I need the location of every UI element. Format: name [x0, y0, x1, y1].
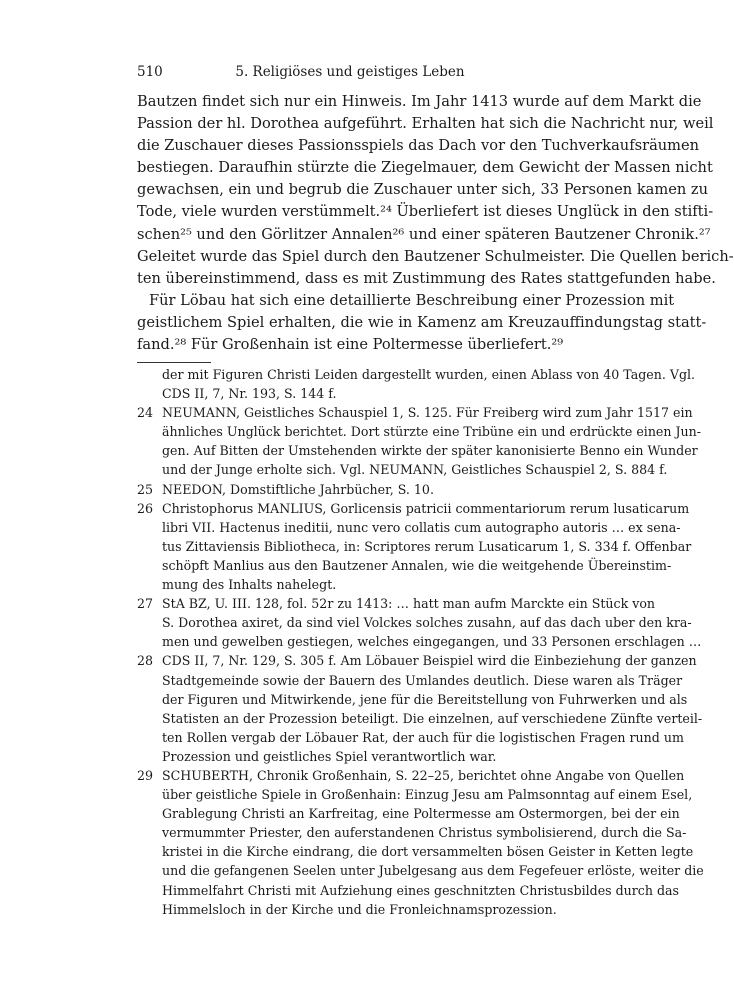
text-line: Bautzen findet sich nur ein Hinweis. Im Jahr 1413 wurde auf dem Markt die [137, 93, 702, 110]
footnote-line: NEEDON, Domstiftliche Jahrbücher, S. 10. [162, 481, 434, 497]
footnote-line: Statisten an der Prozession beteiligt. Die einzelnen, auf verschiedene Zünfte verteil- [162, 710, 703, 726]
text-line: Geleitet wurde das Spiel durch den Bautzener Schulmeister. Die Quellen berich- [137, 247, 734, 265]
page-number: 510 [137, 64, 163, 80]
footnote-number: 27 [137, 596, 154, 612]
text-line: Tode, viele wurden verstümmelt.²⁴ Überliefert ist dieses Unglück in den stifti- [137, 203, 714, 221]
footnote-number: 24 [137, 405, 154, 421]
footnote-line: der mit Figuren Christi Leiden dargestellt wurden, einen Ablass von 40 Tagen. Vgl. [162, 367, 696, 382]
footnote-line: StA BZ, U. III. 128, fol. 52r zu 1413: … hatt man aufm Marckte ein Stück von [162, 596, 656, 612]
text-line: schen²⁵ und den Görlitzer Annalen²⁶ und einer späteren Bautzener Chronik.²⁷ [137, 225, 711, 243]
footnote-line: der Figuren und Mitwirkende, jene für die Bereitstellung von Fuhrwerken und als [162, 691, 688, 707]
running-head: 5. Religiöses und geistiges Leben [235, 64, 465, 80]
footnote-line: men und gewelben gestiegen, welches eingegangen, und 33 Personen erschlagen … [162, 634, 702, 650]
footnote-number: 28 [137, 653, 154, 669]
footnote-line: libri VII. Hactenus ineditii, nunc vero collatis cum autographo autoris … ex sena- [162, 519, 681, 535]
footnote-continuation [137, 365, 696, 403]
footnote-line: mung des Inhalts nahelegt. [162, 577, 337, 593]
footnote-line: NEUMANN, Geistliches Schauspiel 1, S. 125. Für Freiberg wird zum Jahr 1517 ein [162, 405, 693, 421]
text-line: ten übereinstimmend, dass es mit Zustimmung des Rates stattgefunden habe. [137, 269, 716, 287]
footnote-27 [137, 594, 702, 651]
footnotes [137, 365, 704, 919]
text-line: fand.²⁸ Für Großenhain ist eine Poltermesse überliefert.²⁹ [137, 336, 564, 354]
footnote-line: CDS II, 7, Nr. 193, S. 144 f. [162, 386, 337, 402]
footnote-line: vermummter Priester, den auferstandenen Christus symbolisierend, durch die Sa- [162, 825, 687, 841]
footnote-number: 25 [137, 481, 154, 497]
footnote-29 [137, 766, 704, 919]
footnote-line: Himmelfahrt Christi mit Aufziehung eines geschnitzten Christusbildes durch das [162, 882, 680, 898]
footnote-number: 29 [137, 767, 154, 783]
text-line: Passion der hl. Dorothea aufgeführt. Erhalten hat sich die Nachricht nur, weil [137, 115, 714, 133]
footnote-line: Himmelsloch in der Kirche und die Fronleichnamsprozession. [162, 901, 557, 917]
footnote-line: Stadtgemeinde sowie der Bauern des Umlandes deutlich. Diese waren als Träger [162, 672, 683, 688]
footnote-28 [137, 651, 703, 766]
footnote-line: tus Zittaviensis Bibliotheca, in: Scriptores rerum Lusaticarum 1, S. 334 f. Offenbar [162, 538, 692, 554]
footnote-26 [137, 499, 692, 594]
text-line: bestiegen. Daraufhin stürzte die Ziegelmauer, dem Gewicht der Massen nicht [137, 159, 713, 177]
text-line: geistlichem Spiel erhalten, die wie in Kamenz am Kreuzauffindungstag statt- [137, 313, 707, 331]
text-line: Für Löbau hat sich eine detaillierte Beschreibung einer Prozession mit [149, 291, 675, 309]
footnote-line: Grablegung Christi an Karfreitag, eine Poltermesse am Ostermorgen, bei der ein [162, 806, 680, 822]
footnote-line: gen. Auf Bitten der Umstehenden wirkte der später kanonisierte Benno ein Wunder [162, 443, 698, 459]
footnote-line: und der Junge erholte sich. Vgl. NEUMANN, Geistliches Schauspiel 2, S. 884 f. [162, 462, 668, 478]
footnote-24 [137, 403, 702, 479]
footnote-line: ten Rollen vergab der Löbauer Rat, der auch für die logistischen Fragen rund um [162, 729, 684, 745]
footnote-line: S. Dorothea axiret, da sind viel Volckes solches zusahn, auf das dach uber den kra- [162, 615, 692, 631]
text-line: die Zuschauer dieses Passionsspiels das Dach vor den Tuchverkaufsräumen [137, 137, 700, 155]
footnote-25 [137, 480, 563, 499]
footnote-line: CDS II, 7, Nr. 129, S. 305 f. Am Löbauer Beispiel wird die Einbeziehung der ganzen [162, 653, 697, 669]
footnote-line: kristei in die Kirche eindrang, die dort versammelten bösen Geister in Ketten legte [162, 844, 694, 860]
footnote-line: und die gefangenen Seelen unter Jubelgesang aus dem Fegefeuer erlöste, weiter die [162, 863, 704, 879]
footnote-line: schöpft Manlius aus den Bautzener Annalen, wie die weitgehende Übereinstim- [162, 557, 672, 573]
footnote-line: Prozession und geistliches Spiel verantwortlich war. [162, 748, 497, 764]
footnote-line: SCHUBERTH, Chronik Großenhain, S. 22–25, berichtet ohne Angabe von Quellen [162, 767, 685, 783]
footnote-line: über geistliche Spiele in Großenhain: Einzug Jesu am Palmsonntag auf einem Esel, [162, 787, 693, 803]
page-header [137, 63, 563, 81]
footnote-number: 26 [137, 500, 154, 516]
footnote-line: Christophorus MANLIUS, Gorlicensis patricii commentariorum rerum lusaticarum [162, 500, 690, 516]
text-line: gewachsen, ein und begrub die Zuschauer unter sich, 33 Personen kamen zu [137, 181, 708, 199]
footnote-rule [137, 362, 211, 363]
footnote-line: ähnliches Unglück berichtet. Dort stürzte eine Tribüne ein und erdrückte einen Jun- [162, 424, 702, 440]
main-text [137, 91, 734, 356]
